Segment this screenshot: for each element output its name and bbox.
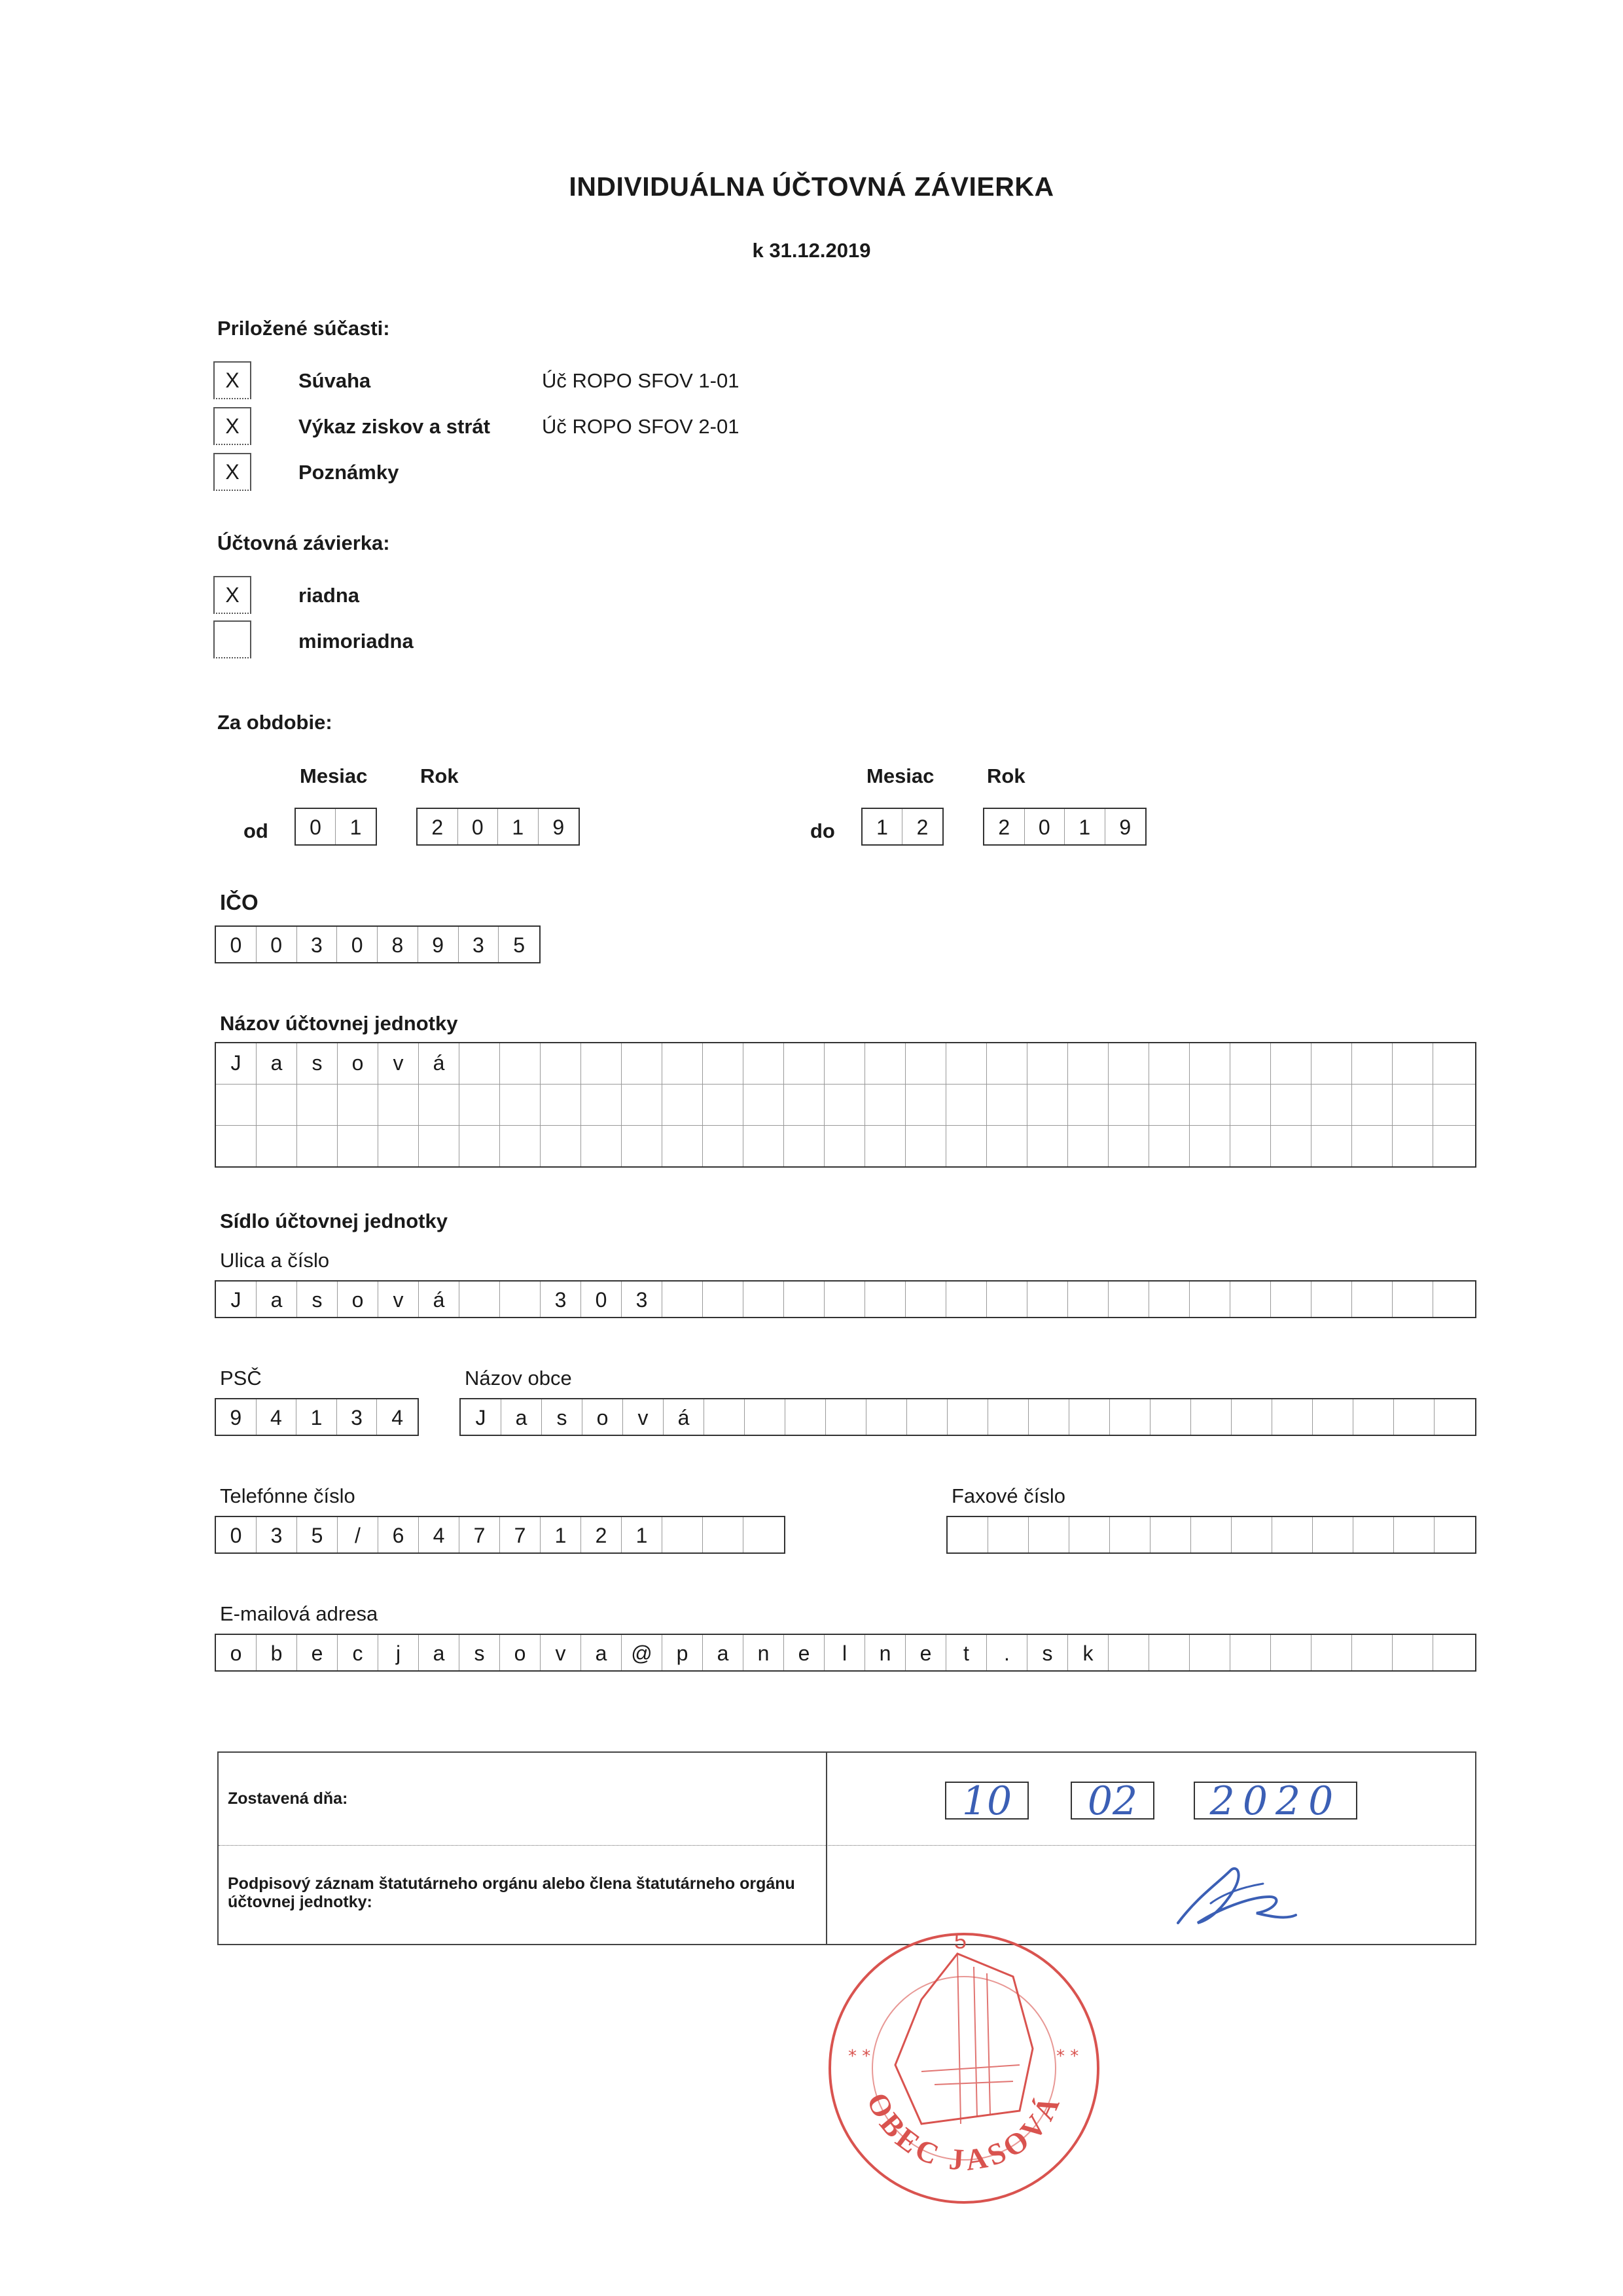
char-cell xyxy=(1393,1126,1433,1166)
char-cell: á xyxy=(419,1282,459,1317)
char-cell xyxy=(1150,1517,1191,1552)
char-cell xyxy=(662,1126,703,1166)
char-cell xyxy=(987,1282,1027,1317)
to-month-label: Mesiac xyxy=(866,764,935,787)
closing-label-riadna: riadna xyxy=(298,584,360,607)
char-cell xyxy=(622,1085,662,1125)
compiled-month-field[interactable] xyxy=(1071,1778,1154,1824)
char-cell xyxy=(1393,1635,1433,1670)
to-year-digit: 0 xyxy=(1025,809,1065,844)
svg-text:* *: * * xyxy=(848,2047,871,2066)
char-cell xyxy=(1149,1635,1190,1670)
char-cell xyxy=(703,1282,743,1317)
char-cell xyxy=(946,1282,987,1317)
char-cell: 3 xyxy=(541,1282,581,1317)
char-cell xyxy=(1230,1043,1271,1084)
fax-label: Faxové číslo xyxy=(952,1484,1066,1507)
ico-digit: 5 xyxy=(513,933,526,957)
char-cell xyxy=(216,1085,257,1125)
char-cell xyxy=(581,1126,622,1166)
char-cell xyxy=(1272,1517,1313,1552)
char-cell: J xyxy=(216,1043,257,1084)
char-cell xyxy=(1149,1085,1190,1125)
to-month-digit: 1 xyxy=(863,809,902,844)
char-cell xyxy=(1150,1399,1191,1435)
char-cell: 1 xyxy=(622,1517,662,1552)
char-cell xyxy=(1027,1043,1068,1084)
psc-field[interactable] xyxy=(215,1398,419,1436)
char-cell xyxy=(865,1126,906,1166)
char-cell: a xyxy=(501,1399,542,1435)
char-cell xyxy=(704,1399,745,1435)
char-cell xyxy=(1352,1282,1393,1317)
char-cell xyxy=(946,1085,987,1125)
char-cell xyxy=(784,1085,825,1125)
char-cell: o xyxy=(216,1635,257,1670)
char-cell: 1 xyxy=(296,1399,337,1435)
char-cell xyxy=(257,1085,297,1125)
phone-field[interactable] xyxy=(215,1516,785,1554)
char-cell xyxy=(662,1085,703,1125)
char-cell: e xyxy=(784,1635,825,1670)
char-cell: J xyxy=(216,1282,257,1317)
char-cell: 3 xyxy=(622,1282,662,1317)
email-field[interactable] xyxy=(215,1634,1476,1672)
char-cell xyxy=(297,1085,338,1125)
char-cell xyxy=(1149,1282,1190,1317)
city-label: Názov obce xyxy=(465,1367,572,1390)
to-year-field[interactable] xyxy=(983,808,1147,846)
svg-text:OBEC JASOVÁ xyxy=(861,2088,1067,2177)
char-cell xyxy=(988,1399,1029,1435)
attachment-checkbox-suvaha[interactable]: X xyxy=(213,361,251,399)
char-cell: 7 xyxy=(459,1517,500,1552)
ico-field[interactable] xyxy=(215,925,541,963)
from-year-digit: 1 xyxy=(498,809,539,844)
handwritten-signature xyxy=(1171,1857,1315,1936)
char-cell xyxy=(1149,1043,1190,1084)
char-cell xyxy=(865,1085,906,1125)
char-cell xyxy=(500,1282,541,1317)
char-cell: 3 xyxy=(337,1399,378,1435)
char-cell: c xyxy=(338,1635,378,1670)
char-cell xyxy=(784,1043,825,1084)
char-cell xyxy=(1311,1043,1352,1084)
char-cell xyxy=(1230,1635,1271,1670)
char-cell xyxy=(906,1126,946,1166)
char-cell xyxy=(1109,1043,1149,1084)
char-cell xyxy=(703,1126,743,1166)
char-cell xyxy=(1271,1085,1311,1125)
entity-name-row xyxy=(216,1043,1475,1084)
char-cell: e xyxy=(906,1635,946,1670)
char-cell: 4 xyxy=(257,1399,297,1435)
compiled-day-value: 10 xyxy=(961,1778,1012,1824)
char-cell xyxy=(948,1399,988,1435)
from-year-digit: 9 xyxy=(552,816,565,839)
char-cell xyxy=(1394,1399,1435,1435)
attachment-checkbox-vykaz[interactable]: X xyxy=(213,407,251,445)
char-cell: 5 xyxy=(297,1517,338,1552)
char-cell: 4 xyxy=(391,1406,404,1429)
char-cell xyxy=(1311,1282,1352,1317)
signature-label: Podpisový záznam štatutárneho orgánu alebo člena štatutárneho orgánu účtovnej jednotky: xyxy=(228,1874,795,1911)
char-cell xyxy=(1433,1126,1474,1166)
char-cell xyxy=(987,1085,1027,1125)
char-cell xyxy=(906,1085,946,1125)
char-cell xyxy=(784,1126,825,1166)
char-cell xyxy=(743,1517,784,1552)
char-cell: o xyxy=(500,1635,541,1670)
char-cell: p xyxy=(662,1635,703,1670)
closing-label-mimoriadna: mimoriadna xyxy=(298,630,414,653)
char-cell xyxy=(703,1085,743,1125)
char-cell: a xyxy=(257,1282,297,1317)
char-cell xyxy=(1068,1282,1109,1317)
char-cell xyxy=(1313,1399,1353,1435)
char-cell xyxy=(825,1043,865,1084)
char-cell xyxy=(1191,1399,1232,1435)
char-cell: 7 xyxy=(500,1517,541,1552)
compiled-year-value: 2020 xyxy=(1209,1778,1342,1824)
char-cell xyxy=(500,1043,541,1084)
char-cell xyxy=(1190,1085,1230,1125)
char-cell xyxy=(1271,1282,1311,1317)
char-cell xyxy=(1068,1126,1109,1166)
compiled-date-label: Zostavená dňa: xyxy=(228,1789,348,1808)
char-cell: á xyxy=(664,1399,704,1435)
char-cell xyxy=(1027,1126,1068,1166)
char-cell: v xyxy=(623,1399,664,1435)
attachment-checkbox-poznamky[interactable]: X xyxy=(213,453,251,491)
char-cell xyxy=(1353,1399,1394,1435)
char-cell: . xyxy=(987,1635,1027,1670)
ico-digit: 0 xyxy=(216,927,257,962)
char-cell: n xyxy=(865,1635,906,1670)
char-cell xyxy=(541,1085,581,1125)
to-month-field[interactable] xyxy=(861,808,944,846)
char-cell: a xyxy=(703,1635,743,1670)
city-field[interactable] xyxy=(459,1398,1476,1436)
char-cell xyxy=(662,1517,703,1552)
from-month-digit: 0 xyxy=(296,809,336,844)
signature-table xyxy=(217,1751,1476,1945)
char-cell: v xyxy=(541,1635,581,1670)
char-cell xyxy=(1393,1282,1433,1317)
char-cell: 0 xyxy=(581,1282,622,1317)
char-cell xyxy=(459,1282,500,1317)
char-cell xyxy=(826,1399,866,1435)
char-cell xyxy=(1311,1126,1352,1166)
char-cell: 4 xyxy=(419,1517,459,1552)
from-year-digit: 2 xyxy=(418,809,458,844)
ico-label: IČO xyxy=(220,890,259,914)
char-cell xyxy=(419,1085,459,1125)
char-cell xyxy=(825,1085,865,1125)
closing-type-heading: Účtovná závierka: xyxy=(217,531,390,554)
char-cell xyxy=(1109,1282,1149,1317)
char-cell xyxy=(745,1399,785,1435)
char-cell xyxy=(988,1517,1029,1552)
char-cell xyxy=(1190,1282,1230,1317)
char-cell: 9 xyxy=(216,1399,257,1435)
street-field[interactable] xyxy=(215,1280,1476,1318)
char-cell xyxy=(1353,1517,1394,1552)
char-cell xyxy=(946,1043,987,1084)
from-year-label: Rok xyxy=(420,764,459,787)
char-cell xyxy=(1433,1282,1474,1317)
char-cell xyxy=(1190,1043,1230,1084)
char-cell xyxy=(1272,1399,1313,1435)
from-month-field[interactable] xyxy=(294,808,377,846)
char-cell xyxy=(1109,1085,1149,1125)
char-cell xyxy=(1149,1126,1190,1166)
char-cell xyxy=(338,1126,378,1166)
char-cell xyxy=(1393,1043,1433,1084)
from-year-digit: 0 xyxy=(458,809,499,844)
char-cell xyxy=(622,1126,662,1166)
compiled-month-value: 02 xyxy=(1087,1778,1138,1824)
char-cell: s xyxy=(297,1282,338,1317)
stamp-number: 5 xyxy=(954,1929,967,1954)
char-cell: v xyxy=(378,1043,419,1084)
to-year-digit: 1 xyxy=(1065,809,1105,844)
char-cell xyxy=(459,1043,500,1084)
char-cell xyxy=(906,1043,946,1084)
char-cell: s xyxy=(459,1635,500,1670)
compiled-day-field[interactable] xyxy=(945,1778,1029,1824)
char-cell xyxy=(419,1126,459,1166)
char-cell xyxy=(1393,1085,1433,1125)
char-cell xyxy=(825,1282,865,1317)
char-cell xyxy=(1352,1126,1393,1166)
char-cell xyxy=(987,1126,1027,1166)
char-cell xyxy=(1271,1635,1311,1670)
phone-label: Telefónne číslo xyxy=(220,1484,355,1507)
fax-field[interactable] xyxy=(946,1516,1476,1554)
char-cell: a xyxy=(419,1635,459,1670)
char-cell xyxy=(743,1043,784,1084)
char-cell xyxy=(1027,1085,1068,1125)
document-date: k 31.12.2019 xyxy=(752,239,871,262)
char-cell xyxy=(987,1043,1027,1084)
char-cell xyxy=(541,1043,581,1084)
ico-digit: 0 xyxy=(337,927,378,962)
char-cell xyxy=(378,1126,419,1166)
char-cell xyxy=(1394,1517,1435,1552)
char-cell xyxy=(581,1043,622,1084)
char-cell: l xyxy=(825,1635,865,1670)
attachments-heading: Priložené súčasti: xyxy=(217,317,390,340)
char-cell: / xyxy=(338,1517,378,1552)
ico-digit: 8 xyxy=(378,927,418,962)
char-cell xyxy=(1068,1043,1109,1084)
entity-name-label: Názov účtovnej jednotky xyxy=(220,1012,458,1035)
from-label: od xyxy=(243,819,268,842)
char-cell xyxy=(1311,1635,1352,1670)
char-cell xyxy=(338,1085,378,1125)
char-cell xyxy=(257,1126,297,1166)
document-title: INDIVIDUÁLNA ÚČTOVNÁ ZÁVIERKA xyxy=(569,171,1054,202)
char-cell xyxy=(1313,1517,1353,1552)
closing-checkbox-riadna[interactable]: X xyxy=(213,576,251,614)
char-cell xyxy=(1029,1517,1069,1552)
char-cell xyxy=(865,1282,906,1317)
char-cell xyxy=(1027,1282,1068,1317)
to-year-digit: 9 xyxy=(1119,816,1132,839)
char-cell: j xyxy=(378,1635,419,1670)
char-cell: 6 xyxy=(378,1517,419,1552)
char-cell xyxy=(1190,1126,1230,1166)
char-cell xyxy=(500,1126,541,1166)
char-cell xyxy=(743,1282,784,1317)
char-cell xyxy=(1230,1282,1271,1317)
char-cell: b xyxy=(257,1635,297,1670)
attachment-label-vykaz: Výkaz ziskov a strát xyxy=(298,415,490,438)
char-cell xyxy=(703,1517,743,1552)
char-cell xyxy=(297,1126,338,1166)
attachment-code-vykaz: Úč ROPO SFOV 2-01 xyxy=(542,415,740,438)
char-cell xyxy=(1433,1635,1474,1670)
char-cell xyxy=(1109,1635,1149,1670)
char-cell: a xyxy=(257,1043,297,1084)
char-cell xyxy=(1110,1517,1150,1552)
attachment-label-poznamky: Poznámky xyxy=(298,461,399,484)
from-year-field[interactable] xyxy=(416,808,580,846)
char-cell: n xyxy=(743,1635,784,1670)
char-cell xyxy=(906,1282,946,1317)
char-cell xyxy=(1433,1043,1474,1084)
char-cell xyxy=(743,1085,784,1125)
period-heading: Za obdobie: xyxy=(217,711,332,734)
char-cell xyxy=(662,1043,703,1084)
char-cell xyxy=(1352,1635,1393,1670)
to-label: do xyxy=(810,819,835,842)
char-cell xyxy=(1433,1085,1474,1125)
char-cell xyxy=(1232,1517,1272,1552)
char-cell: o xyxy=(582,1399,623,1435)
char-cell: 3 xyxy=(257,1517,297,1552)
char-cell xyxy=(1029,1399,1069,1435)
ico-digit: 3 xyxy=(297,927,338,962)
stamp-text: OBEC JASOVÁ xyxy=(860,2087,1068,2177)
psc-label: PSČ xyxy=(220,1367,262,1390)
ico-digit: 0 xyxy=(257,927,297,962)
char-cell xyxy=(946,1126,987,1166)
char-cell xyxy=(866,1399,907,1435)
char-cell: k xyxy=(1068,1635,1109,1670)
char-cell xyxy=(1271,1043,1311,1084)
char-cell xyxy=(1068,1085,1109,1125)
entity-name-field[interactable] xyxy=(215,1042,1476,1168)
char-cell: o xyxy=(338,1282,378,1317)
char-cell xyxy=(784,1282,825,1317)
char-cell xyxy=(662,1282,703,1317)
char-cell xyxy=(1110,1399,1150,1435)
from-month-digit: 1 xyxy=(349,816,362,839)
char-cell: e xyxy=(297,1635,338,1670)
char-cell xyxy=(743,1126,784,1166)
char-cell: t xyxy=(946,1635,987,1670)
to-year-label: Rok xyxy=(987,764,1026,787)
char-cell xyxy=(1311,1085,1352,1125)
char-cell xyxy=(541,1126,581,1166)
char-cell xyxy=(1352,1085,1393,1125)
char-cell xyxy=(948,1517,988,1552)
char-cell: á xyxy=(419,1043,459,1084)
char-cell xyxy=(1069,1517,1110,1552)
char-cell xyxy=(1271,1126,1311,1166)
char-cell: s xyxy=(1027,1635,1068,1670)
char-cell xyxy=(1069,1399,1110,1435)
to-month-digit: 2 xyxy=(916,816,929,839)
obec-stamp xyxy=(823,1928,1105,2209)
char-cell xyxy=(1230,1126,1271,1166)
to-year-digit: 2 xyxy=(984,809,1025,844)
char-cell: a xyxy=(581,1635,622,1670)
char-cell: o xyxy=(338,1043,378,1084)
char-cell xyxy=(500,1085,541,1125)
from-month-label: Mesiac xyxy=(300,764,368,787)
seat-heading: Sídlo účtovnej jednotky xyxy=(220,1210,448,1232)
char-cell: v xyxy=(378,1282,419,1317)
char-cell xyxy=(216,1126,257,1166)
char-cell: 0 xyxy=(216,1517,257,1552)
char-cell xyxy=(378,1085,419,1125)
char-cell: 1 xyxy=(541,1517,581,1552)
char-cell: @ xyxy=(622,1635,662,1670)
char-cell xyxy=(825,1126,865,1166)
ico-digit: 9 xyxy=(418,927,459,962)
char-cell xyxy=(1435,1517,1475,1552)
char-cell xyxy=(907,1399,948,1435)
attachment-code-suvaha: Úč ROPO SFOV 1-01 xyxy=(542,369,740,392)
char-cell xyxy=(459,1085,500,1125)
closing-checkbox-mimoriadna[interactable] xyxy=(213,620,251,658)
char-cell xyxy=(1232,1399,1272,1435)
street-label: Ulica a číslo xyxy=(220,1249,330,1272)
char-cell xyxy=(785,1399,826,1435)
char-cell xyxy=(865,1043,906,1084)
char-cell xyxy=(1191,1517,1232,1552)
entity-name-row xyxy=(216,1084,1475,1125)
char-cell: s xyxy=(542,1399,582,1435)
char-cell xyxy=(1190,1635,1230,1670)
svg-text:* *: * * xyxy=(1056,2047,1079,2066)
email-label: E-mailová adresa xyxy=(220,1602,378,1625)
char-cell xyxy=(1230,1085,1271,1125)
char-cell xyxy=(1435,1399,1475,1435)
char-cell: 2 xyxy=(581,1517,622,1552)
compiled-year-field[interactable] xyxy=(1194,1778,1357,1824)
char-cell: s xyxy=(297,1043,338,1084)
char-cell xyxy=(459,1126,500,1166)
entity-name-row xyxy=(216,1125,1475,1166)
char-cell xyxy=(581,1085,622,1125)
char-cell xyxy=(1109,1126,1149,1166)
char-cell xyxy=(1352,1043,1393,1084)
char-cell xyxy=(703,1043,743,1084)
char-cell xyxy=(622,1043,662,1084)
ico-digit: 3 xyxy=(459,927,499,962)
attachment-label-suvaha: Súvaha xyxy=(298,369,371,392)
char-cell: J xyxy=(461,1399,501,1435)
